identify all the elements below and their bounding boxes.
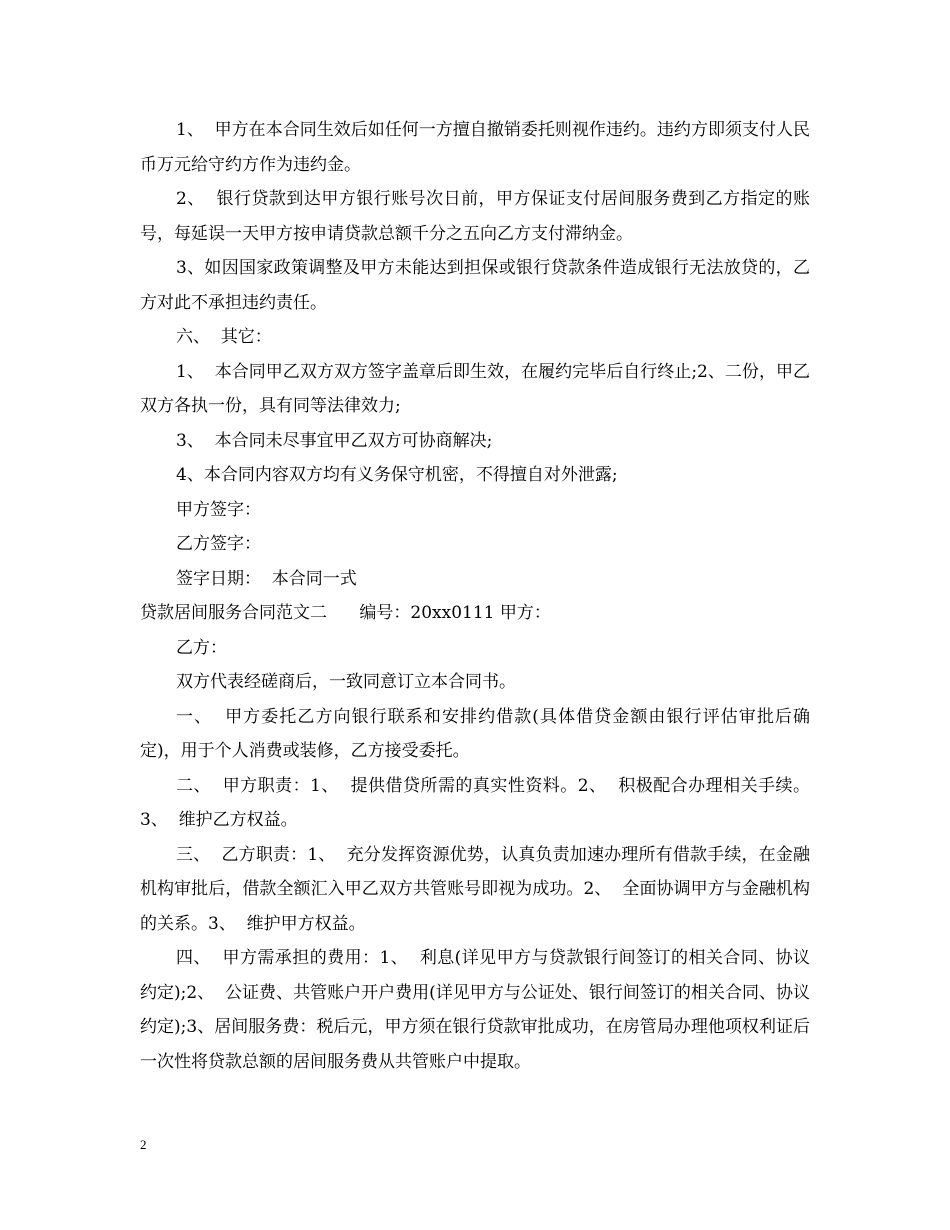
paragraph: 双方代表经磋商后，一致同意订立本合同书。 (176, 672, 516, 692)
signature-date-line: 签字日期： 本合同一式 (176, 568, 357, 589)
page-number: 2 (140, 1137, 147, 1152)
paragraph: 3、如因国家政策调整及甲方未能达到担保或银行贷款条件造成银行无法放贷的，乙方对此不承担违约责任。 (140, 258, 810, 313)
party-b-line: 乙方： (176, 637, 227, 658)
signature-line-party-a: 甲方签字： (176, 499, 261, 520)
paragraph: 4、本合同内容双方均有义务保守机密，不得擅自对外泄露; (176, 465, 618, 485)
paragraph: 一、 甲方委托乙方向银行联系和安排约借款(具体借贷金额由银行评估审批后确定)，用于个人消费或装修，乙方接受委托。 (140, 706, 810, 761)
paragraph: 1、 本合同甲乙双方双方签字盖章后即生效，在履约完毕后自行终止;2、二份，甲乙双方各执一份，具有同等法律效力; (140, 361, 810, 416)
paragraph: 四、 甲方需承担的费用：1、 利息(详见甲方与贷款银行间签订的相关合同、协议约定);2、 公证费、共管账户开户费用(详见甲方与公证处、银行间签订的相关合同、协议约定);3、居间服务费：税后元，甲方须在银行贷款审批成功，在房管局办理他项权利证后一次性将贷款总额的居间服务费从共管账户中提取。 (140, 948, 810, 1072)
paragraph: 三、 乙方职责：1、 充分发挥资源优势，认真负责加速办理所有借款手续，在金融机构审批后，借款全额汇入甲乙双方共管账号即视为成功。2、 全面协调甲方与金融机构的关系。3、 维护甲方权益。 (140, 844, 810, 934)
paragraph: 1、 甲方在本合同生效后如任何一方擅自撤销委托则视作违约。违约方即须支付人民币万元给守约方作为违约金。 (140, 120, 810, 175)
paragraph: 3、 本合同未尽事宜甲乙双方可协商解决; (176, 430, 493, 451)
section-heading: 六、 其它： (176, 327, 272, 347)
paragraph: 2、 银行贷款到达甲方银行账号次日前，甲方保证支付居间服务费到乙方指定的账号，每延误一天甲方按申请贷款总额千分之五向乙方支付滞纳金。 (140, 189, 810, 244)
signature-line-party-b: 乙方签字： (176, 534, 261, 554)
paragraph: 二、 甲方职责：1、 提供借贷所需的真实性资料。2、 积极配合办理相关手续。3、 维护乙方权益。 (140, 775, 810, 830)
document-body (140, 113, 810, 1079)
contract-title-line: 贷款居间服务合同范文二 编号：20xx0111 甲方： (140, 603, 551, 623)
